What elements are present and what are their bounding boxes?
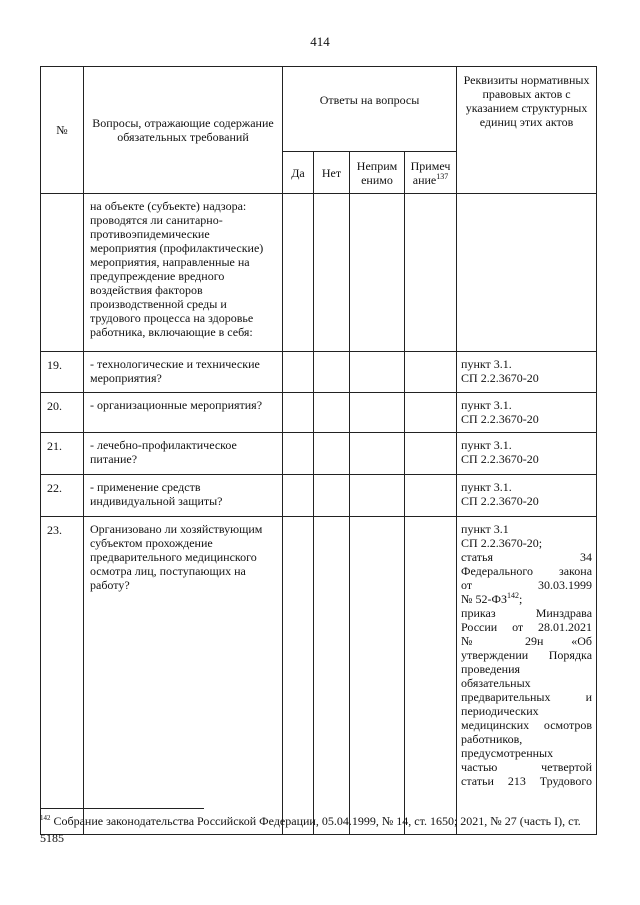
header-yes: Да: [283, 152, 314, 194]
answer-na-cell[interactable]: [350, 393, 405, 433]
header-note: [405, 152, 457, 194]
answer-no-cell[interactable]: [314, 194, 350, 352]
header-note-text: ание: [412, 172, 437, 187]
answer-note-cell[interactable]: [405, 393, 457, 433]
table-row: [41, 517, 597, 835]
header-note-line2: [405, 173, 456, 187]
answer-na-cell[interactable]: [350, 433, 405, 475]
row-num: 19.: [41, 352, 84, 393]
footnote-number: 142: [40, 814, 51, 822]
answer-yes-cell[interactable]: [283, 194, 314, 352]
req-line: пункт 3.1.: [461, 398, 512, 412]
header-note-line1: Примеч: [410, 158, 451, 173]
footnote: [40, 813, 596, 847]
answer-no-cell[interactable]: [314, 517, 350, 835]
answer-yes-cell[interactable]: [283, 433, 314, 475]
footnote-ref-142: 142: [506, 591, 519, 600]
footnote-text: Собрание законодательства Российской Федерации, 05.04.1999, № 14, ст. 1650; 2021, № 27 (часть I), ст. 5185: [40, 814, 581, 845]
answer-yes-cell[interactable]: [283, 517, 314, 835]
answer-note-cell[interactable]: [405, 475, 457, 517]
req-line: пункт 3.1.: [461, 357, 512, 371]
row-num: 20.: [41, 393, 84, 433]
header-question: Вопросы, отражающие содержание обязательных требований: [84, 67, 283, 194]
row-question: - организационные мероприятия?: [84, 393, 283, 433]
req-line: частью четвертой: [461, 760, 593, 774]
header-not-applicable: [350, 152, 405, 194]
row-requisites: [457, 194, 597, 352]
answer-no-cell[interactable]: [314, 393, 350, 433]
row-question: - лечебно-профилактическое питание?: [84, 433, 283, 475]
req-line: СП 2.2.3670-20: [461, 412, 539, 426]
header-no: Нет: [314, 152, 350, 194]
req-line: предварительных и: [461, 690, 593, 704]
answer-na-cell[interactable]: [350, 352, 405, 393]
req-line: статья 34: [461, 550, 593, 564]
req-line: России от 28.01.2021: [461, 620, 593, 634]
req-line: Федерального закона: [461, 564, 593, 578]
req-line: СП 2.2.3670-20;: [461, 536, 543, 550]
req-line: № 29н «Об: [461, 634, 593, 648]
row-requisites: [457, 352, 597, 393]
row-question: - применение средств индивидуальной защиты?: [84, 475, 283, 517]
req-line: предусмотренных: [461, 746, 554, 760]
req-line: от 30.03.1999: [461, 578, 593, 592]
header-note-sup: 137: [436, 171, 449, 181]
row-question: - технологические и технические мероприятия?: [84, 352, 283, 393]
table-row: [41, 393, 597, 433]
answer-no-cell[interactable]: [314, 352, 350, 393]
header-row: [41, 67, 597, 152]
req-line: проведения: [461, 662, 521, 676]
answer-no-cell[interactable]: [314, 475, 350, 517]
req-line: медицинских осмотров: [461, 718, 593, 732]
header-answers: Ответы на вопросы: [283, 67, 457, 152]
table-row: [41, 433, 597, 475]
req-line: пункт 3.1.: [461, 438, 512, 452]
req-line: пункт 3.1: [461, 522, 509, 536]
req-law-end: ;: [518, 592, 523, 606]
answer-note-cell[interactable]: [405, 517, 457, 835]
row-num: 23.: [41, 517, 84, 835]
req-line: СП 2.2.3670-20: [461, 452, 539, 466]
table-row: [41, 475, 597, 517]
answer-note-cell[interactable]: [405, 194, 457, 352]
table-row: [41, 352, 597, 393]
header-num: №: [41, 67, 84, 194]
req-law-number: № 52-ФЗ: [461, 592, 507, 606]
req-line: СП 2.2.3670-20: [461, 494, 539, 508]
row-requisites: [457, 517, 597, 835]
req-line: утверждении Порядка: [461, 648, 593, 662]
row-requisites: [457, 433, 597, 475]
req-line: пункт 3.1.: [461, 480, 512, 494]
row-requisites: [457, 475, 597, 517]
req-line: периодических: [461, 704, 539, 718]
req-line: работников,: [461, 732, 523, 746]
footnote-divider: [40, 808, 204, 809]
header-na-line2: енимо: [361, 172, 393, 187]
req-line: обязательных: [461, 676, 531, 690]
row-num: 22.: [41, 475, 84, 517]
req-line: статьи 213 Трудового: [461, 774, 593, 788]
answer-na-cell[interactable]: [350, 194, 405, 352]
answer-na-cell[interactable]: [350, 475, 405, 517]
answer-yes-cell[interactable]: [283, 352, 314, 393]
row-question: Организовано ли хозяйствующим субъектом прохождение предварительного медицинского осмотра лиц, поступающих на работу?: [84, 517, 283, 835]
answer-na-cell[interactable]: [350, 517, 405, 835]
req-line: [461, 592, 592, 606]
answer-note-cell[interactable]: [405, 352, 457, 393]
answer-yes-cell[interactable]: [283, 393, 314, 433]
req-line: СП 2.2.3670-20: [461, 371, 539, 385]
row-question: на объекте (субъекте) надзора: проводятся ли санитарно-противоэпидемические мероприятия (профилактические) мероприятия, направленные на предупреждение вредного воздействия факторов производственной среды и трудового процесса на здоровье работника, включающие в себя:: [84, 194, 283, 352]
answer-yes-cell[interactable]: [283, 475, 314, 517]
answer-note-cell[interactable]: [405, 433, 457, 475]
row-num: 21.: [41, 433, 84, 475]
page-number: 414: [310, 34, 330, 49]
table-row: [41, 194, 597, 352]
answer-no-cell[interactable]: [314, 433, 350, 475]
req-line: приказ Минздрава: [461, 606, 593, 620]
row-num: [41, 194, 84, 352]
requirements-table: [40, 66, 597, 835]
row-requisites: [457, 393, 597, 433]
header-na-line1: Неприм: [356, 158, 398, 173]
header-requisites: Реквизиты нормативных правовых актов с указанием структурных единиц этих актов: [457, 67, 597, 194]
